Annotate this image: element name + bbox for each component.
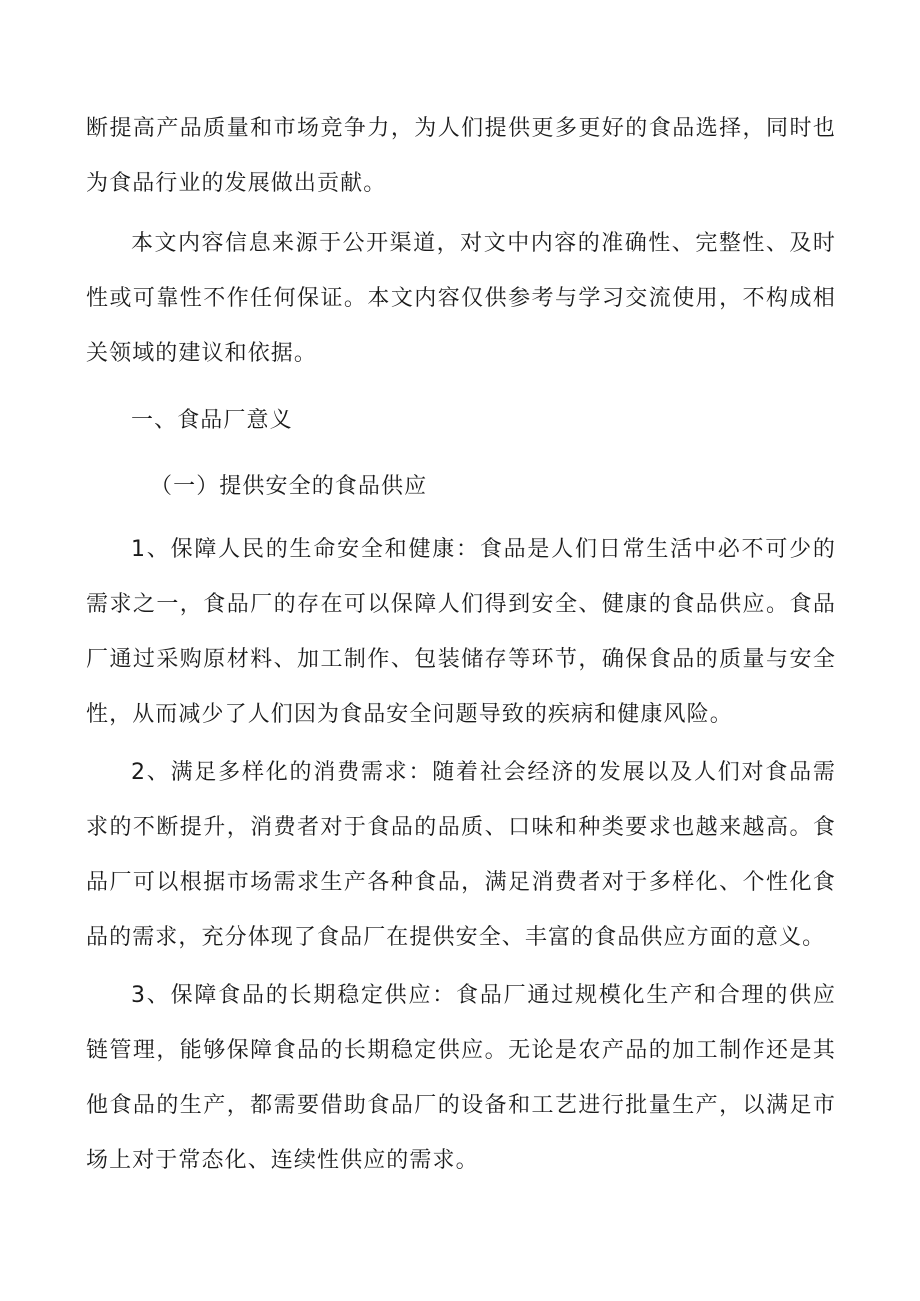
subsection-heading: （一）提供安全的食品供应 bbox=[150, 474, 428, 499]
paragraph-point-3: 3、保障食品的长期稳定供应：食品厂通过规模化生产和合理的供应链管理，能够保障食品的长期稳定供应。无论是农产品的加工制作还是其他食品的生产，都需要借助食品厂的设备和工艺进行批量生产，以满足市场上对于常态化、连续性供应的需求。 bbox=[86, 983, 836, 1173]
paragraph-point-2: 2、满足多样化的消费需求：随着社会经济的发展以及人们对食品需求的不断提升，消费者对于食品的品质、口味和种类要求也越来越高。食品厂可以根据市场需求生产各种食品，满足消费者对于多样化、个性化食品的需求，充分体现了食品厂在提供安全、丰富的食品供应方面的意义。 bbox=[86, 760, 836, 950]
paragraph-continuation: 断提高产品质量和市场竞争力，为人们提供更多更好的食品选择，同时也为食品行业的发展做出贡献。 bbox=[86, 116, 836, 196]
paragraph-disclaimer: 本文内容信息来源于公开渠道，对文中内容的准确性、完整性、及时性或可靠性不作任何保证。本文内容仅供参考与学习交流使用，不构成相关领域的建议和依据。 bbox=[86, 231, 836, 366]
paragraph-point-1: 1、保障人民的生命安全和健康：食品是人们日常生活中必不可少的需求之一，食品厂的存在可以保障人们得到安全、健康的食品供应。食品厂通过采购原材料、加工制作、包装储存等环节，确保食品的质量与安全性，从而减少了人们因为食品安全问题导致的疾病和健康风险。 bbox=[86, 537, 836, 727]
section-heading: 一、食品厂意义 bbox=[131, 408, 293, 433]
